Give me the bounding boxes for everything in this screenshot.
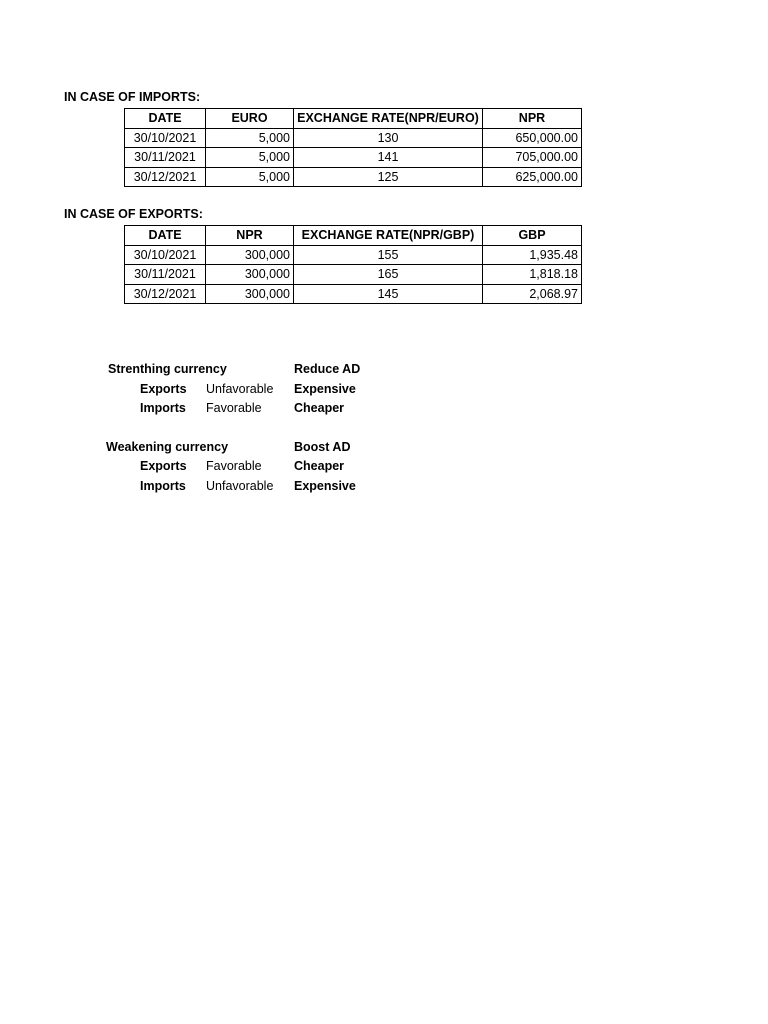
gbp-cell: 1,935.48 xyxy=(483,245,582,265)
rate-cell: 155 xyxy=(294,245,483,265)
column-header: DATE xyxy=(125,226,206,246)
euro-cell: 5,000 xyxy=(206,128,294,148)
strengthening-imports-value: Favorable xyxy=(206,401,262,415)
strengthening-exports-price: Expensive xyxy=(294,382,356,396)
weakening-heading: Weakening currency xyxy=(106,440,229,454)
rate-cell: 125 xyxy=(294,167,483,187)
table-header-row xyxy=(125,109,582,129)
column-header: EURO xyxy=(206,109,294,129)
date-cell: 30/12/2021 xyxy=(125,167,206,187)
strengthening-heading: Strenthing currency xyxy=(108,362,227,376)
exports-title: IN CASE OF EXPORTS: xyxy=(64,207,203,221)
date-cell: 30/11/2021 xyxy=(125,148,206,168)
npr-cell: 650,000.00 xyxy=(483,128,582,148)
column-header: NPR xyxy=(206,226,294,246)
strengthening-imports-price: Cheaper xyxy=(294,401,345,415)
column-header: EXCHANGE RATE(NPR/EURO) xyxy=(294,109,483,129)
rate-cell: 145 xyxy=(294,284,483,304)
strengthening-exports-label: Exports xyxy=(140,382,187,396)
gbp-cell: 2,068.97 xyxy=(483,284,582,304)
column-header: GBP xyxy=(483,226,582,246)
rate-cell: 141 xyxy=(294,148,483,168)
date-cell: 30/12/2021 xyxy=(125,284,206,304)
gbp-cell: 1,818.18 xyxy=(483,265,582,285)
table-row xyxy=(125,284,582,304)
table-row xyxy=(125,167,582,187)
date-cell: 30/10/2021 xyxy=(125,128,206,148)
exports-table xyxy=(124,225,582,304)
imports-title: IN CASE OF IMPORTS: xyxy=(64,90,201,104)
date-cell: 30/11/2021 xyxy=(125,265,206,285)
npr-cell: 300,000 xyxy=(206,245,294,265)
column-header: EXCHANGE RATE(NPR/GBP) xyxy=(294,226,483,246)
imports-table xyxy=(124,108,582,187)
weakening-effect: Boost AD xyxy=(294,440,351,454)
npr-cell: 300,000 xyxy=(206,265,294,285)
column-header: DATE xyxy=(125,109,206,129)
weakening-exports-value: Favorable xyxy=(206,459,262,473)
table-row xyxy=(125,148,582,168)
table-header-row xyxy=(125,226,582,246)
weakening-imports-label: Imports xyxy=(140,479,186,493)
npr-cell: 705,000.00 xyxy=(483,148,582,168)
weakening-exports-label: Exports xyxy=(140,459,187,473)
strengthening-effect: Reduce AD xyxy=(294,362,361,376)
table-row xyxy=(125,128,582,148)
strengthening-exports-value: Unfavorable xyxy=(206,382,274,396)
npr-cell: 300,000 xyxy=(206,284,294,304)
rate-cell: 130 xyxy=(294,128,483,148)
weakening-imports-price: Expensive xyxy=(294,479,356,493)
weakening-imports-value: Unfavorable xyxy=(206,479,274,493)
column-header: NPR xyxy=(483,109,582,129)
table-row xyxy=(125,265,582,285)
weakening-exports-price: Cheaper xyxy=(294,459,345,473)
date-cell: 30/10/2021 xyxy=(125,245,206,265)
euro-cell: 5,000 xyxy=(206,148,294,168)
table-row xyxy=(125,245,582,265)
rate-cell: 165 xyxy=(294,265,483,285)
strengthening-imports-label: Imports xyxy=(140,401,186,415)
npr-cell: 625,000.00 xyxy=(483,167,582,187)
euro-cell: 5,000 xyxy=(206,167,294,187)
